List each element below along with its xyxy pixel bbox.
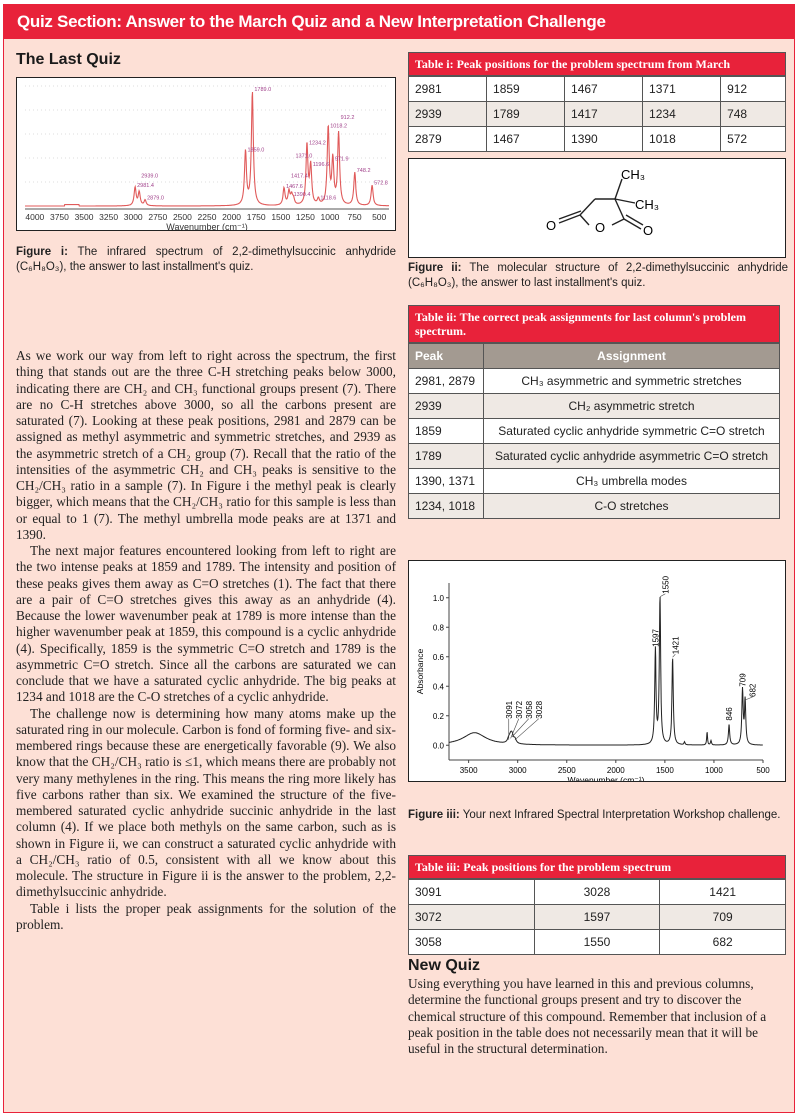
table-row [409,419,780,444]
last-quiz-heading: The Last Quiz [16,51,121,68]
table-cell: 1234 [643,102,721,127]
table-cell: 1550 [534,930,660,955]
peak-label: 912.2 [340,115,355,122]
table-row [409,127,786,152]
table-ii-title: Table ii: The correct peak assignments for last column's problem spectrum. [408,305,780,343]
table-cell: 1390, 1371 [409,469,484,494]
atom-o-left: O [546,218,557,233]
peak-leader-line [515,719,539,740]
x-tick-label: 2000 [222,212,242,222]
table-cell: 2981, 2879 [409,369,484,394]
table-row [409,102,786,127]
table-cell: CH₃ asymmetric and symmetric stretches [484,369,780,394]
x-tick-label: 3000 [508,766,527,775]
x-tick-label: 4000 [25,212,45,222]
x-tick-label: 1500 [655,766,674,775]
table-header-row [409,344,780,369]
x-tick-label: 1500 [271,212,291,222]
paragraph: Table i lists the proper peak assignments for the solution of the problem. [16,900,396,932]
table-cell: 709 [660,905,786,930]
x-tick-label: 3500 [459,766,478,775]
table-cell: 1597 [534,905,660,930]
peak-label: 2939.0 [141,173,159,180]
table-cell: 3028 [534,880,660,905]
peak-label: 1597 [651,629,661,647]
table-row [409,469,780,494]
y-tick-label: 0.0 [432,741,444,751]
peak-label: 1196.6 [312,162,330,169]
table-cell: 748 [721,102,786,127]
x-tick-label: 3500 [74,212,94,222]
table-cell: 1390 [565,127,643,152]
table-cell: CH₂ asymmetric stretch [484,394,780,419]
y-tick-label: 1.0 [432,593,444,603]
peak-label: 1789.0 [254,87,272,93]
caption-label: Figure ii: [408,262,462,274]
table-cell: 1859 [487,77,565,102]
x-tick-label: 1250 [295,212,315,222]
x-tick-label: 1000 [320,212,340,222]
peak-label: 1390.4 [293,191,311,198]
peak-label: 3091 [504,700,514,719]
x-tick-label: 500 [756,766,770,775]
table-row [409,77,786,102]
x-tick-label: 2500 [172,212,192,222]
atom-methyl-bottom: CH₃ [635,197,660,212]
new-quiz-heading: New Quiz [408,957,481,974]
table-cell: 2939 [409,102,487,127]
spectrum-line [449,597,763,745]
peak-leader-line [512,719,529,737]
table-cell: 3058 [409,930,535,955]
y-tick-label: 0.6 [432,652,444,662]
peak-label: 1118.6 [320,195,337,202]
paragraph: Using everything you have learned in this and previous columns, determine the functional groups present and try to discover the chemical structure of this compound. Remember that inclusion of a peak position in the table does not necessarily mean that it will be useful in the structural determination. [408,976,767,1056]
x-axis-label: Wavenumber (cm⁻¹) [567,775,645,781]
peak-label: 3058 [524,700,534,719]
figure-i-chart [17,78,395,230]
table-cell: 1467 [487,127,565,152]
atom-o-ring: O [595,220,606,235]
x-tick-label: 2250 [197,212,217,222]
table-cell: Assignment [484,344,780,369]
peak-label: 709 [738,673,748,687]
y-tick-label: 0.8 [432,623,444,633]
table-iii-title: Table iii: Peak positions for the problem spectrum [408,855,786,879]
table-row [409,494,780,519]
table-cell: 1421 [660,880,786,905]
table-cell: 572 [721,127,786,152]
paragraph: The challenge now is determining how many atoms make up the saturated ring in our molecule. Carbon is fond of forming five- and six-membered rings because these are energetically favorable (9). We also know that the CH₂/CH₃ ratio is ≤1, which means there are probably not very many methylenes in the ring. This means the ring more likely has five carbons rather than six. We examined the structure of the five-membered saturated cyclic anhydride succinic anhydride in the last column (4). If we place both methyls on the same carbon, such as is shown in Figure ii, we can construct a saturated cyclic anhydride with a CH₂/CH₃ ratio of 0.5, consistent with all we know about this molecule. The structure in Figure ii is the answer to the problem, 2,2-dimethylsuccinic anhydride. [16,705,396,900]
x-tick-label: 2750 [148,212,168,222]
molecule-structure-image [409,159,785,257]
table-cell: 1234, 1018 [409,494,484,519]
table-cell: 2939 [409,394,484,419]
table-cell: Peak [409,344,484,369]
peak-label: 1550 [661,575,671,594]
table-cell: C-O stretches [484,494,780,519]
table-i [408,52,786,152]
table-cell: 1859 [409,419,484,444]
x-tick-label: 500 [372,212,387,222]
x-axis-label: Wavenumber (cm⁻¹) [166,222,248,230]
table-row [409,394,780,419]
figure-iii-spectrum [408,560,786,782]
atom-methyl-top: CH₃ [621,167,646,182]
x-tick-label: 750 [347,212,362,222]
peak-label: 682 [748,683,758,697]
x-tick-label: 3750 [49,212,69,222]
caption-text: Your next Infrared Spectral Interpretation Workshop challenge. [459,809,781,821]
caption-label: Figure iii: [408,809,460,821]
figure-ii-structure [408,158,786,258]
peak-leader-line [511,719,519,739]
table-cell: 2879 [409,127,487,152]
article-body [16,348,396,933]
x-tick-label: 1000 [705,766,723,775]
peak-label: 1417.4 [290,173,308,180]
table-cell: 1417 [565,102,643,127]
table-ii [408,305,780,519]
figure-ii-caption [408,261,788,291]
y-tick-label: 0.4 [432,682,444,692]
peak-label: 1467.6 [286,183,303,190]
figure-iii-caption [408,808,788,823]
new-quiz-text [408,976,786,1057]
peak-label: 846 [725,707,735,721]
peak-label: 971.9 [334,156,349,163]
section-header: Quiz Section: Answer to the March Quiz and a New Interpretation Challenge [4,5,794,39]
peak-label: 3028 [534,700,544,719]
atom-o-right: O [643,223,654,238]
peak-label: 3072 [514,700,524,719]
caption-text: The infrared spectrum of 2,2-dimethylsuccinic anhydride (C₆H₈O₃), the answer to last installment's quiz. [16,246,396,273]
peak-label: 572.8 [374,180,388,187]
figure-iii-chart [409,561,785,781]
y-axis-label: Absorbance [415,648,425,695]
peak-label: 2981.4 [137,182,154,189]
table-row [409,369,780,394]
table-cell: 682 [660,930,786,955]
table-cell: 3072 [409,905,535,930]
caption-text: The molecular structure of 2,2-dimethylsuccinic anhydride (C₆H₈O₃), the answer to last installment's quiz. [408,262,788,289]
table-cell: 2981 [409,77,487,102]
table-cell: Saturated cyclic anhydride asymmetric C=O stretch [484,444,780,469]
table-cell: 1371 [643,77,721,102]
table-row [409,444,780,469]
table-row [409,905,786,930]
paragraph: As we work our way from left to right across the spectrum, the first thing that stands out are the three C-H stretching peaks below 3000, indicating there are CH₂ and CH₃ functional groups present (7). There are no C-H stretches above 3000, so all the carbons present are saturated (7). Looking at these peak positions, 2981 and 2879 can be assigned as methyl asymmetric and symmetric stretches, and 2939 as the asymmetric stretch of a CH₂ group (7). Recall that the ratio of the intensities of the asymmetric CH₂ and CH₃ peaks is sensitive to the CH₂/CH₃ ratio in a sample (7). In Figure i the methyl peak is clearly bigger, which means that the CH₂/CH₃ ratio for this sample is less than or equal to 1 (7). The methyl umbrella mode peaks are at 1371 and 1390. [16,348,396,542]
quiz-section-page [3,4,795,1113]
figure-i-spectrum [16,77,396,231]
table-row [409,880,786,905]
peak-label: 748.2 [356,167,371,174]
table-cell: 3091 [409,880,535,905]
table-cell: 912 [721,77,786,102]
x-tick-label: 2500 [557,766,576,775]
x-tick-label: 3250 [99,212,119,222]
peak-label: 2879.0 [147,195,164,202]
table-cell: 1789 [409,444,484,469]
peak-label: 1859.0 [247,147,265,154]
table-row [409,930,786,955]
peak-label: 1421 [671,636,681,655]
table-cell: 1789 [487,102,565,127]
x-tick-label: 2000 [606,766,625,775]
peak-label: 1371.0 [295,153,313,160]
table-i-title: Table i: Peak positions for the problem spectrum from March [408,52,786,76]
peak-label: 1018.2 [330,123,348,130]
spectrum-line [25,92,389,206]
paragraph: The next major features encountered looking from left to right are the two intense peaks at 1859 and 1789. The intensity and position of these peaks gives them away as C=O stretches (1). The fact that there are a pair of C=O stretches gives this away as an anhydride (4). Because the lower wavenumber peak at 1789 is more intense than the higher wavenumber peak at 1859, this compound is a cyclic anhydride (4). Specifically, 1859 is the symmetric C=O stretch and 1789 is the asymmetric C=O stretch. Since all the carbons are saturated we can conclude that we have a saturated cyclic anhydride. The big peaks at 1234 and 1018 are the C-O stretches of a cyclic anhydride. [16,543,396,705]
table-cell: 1467 [565,77,643,102]
table-cell: 1018 [643,127,721,152]
table-iii [408,855,786,955]
x-tick-label: 3000 [123,212,143,222]
x-tick-label: 1750 [246,212,266,222]
y-tick-label: 0.2 [432,711,444,721]
table-cell: CH₃ umbrella modes [484,469,780,494]
figure-i-caption [16,245,396,275]
caption-label: Figure i: [16,246,68,258]
table-cell: Saturated cyclic anhydride symmetric C=O stretch [484,419,780,444]
peak-label: 1234.2 [308,140,326,147]
